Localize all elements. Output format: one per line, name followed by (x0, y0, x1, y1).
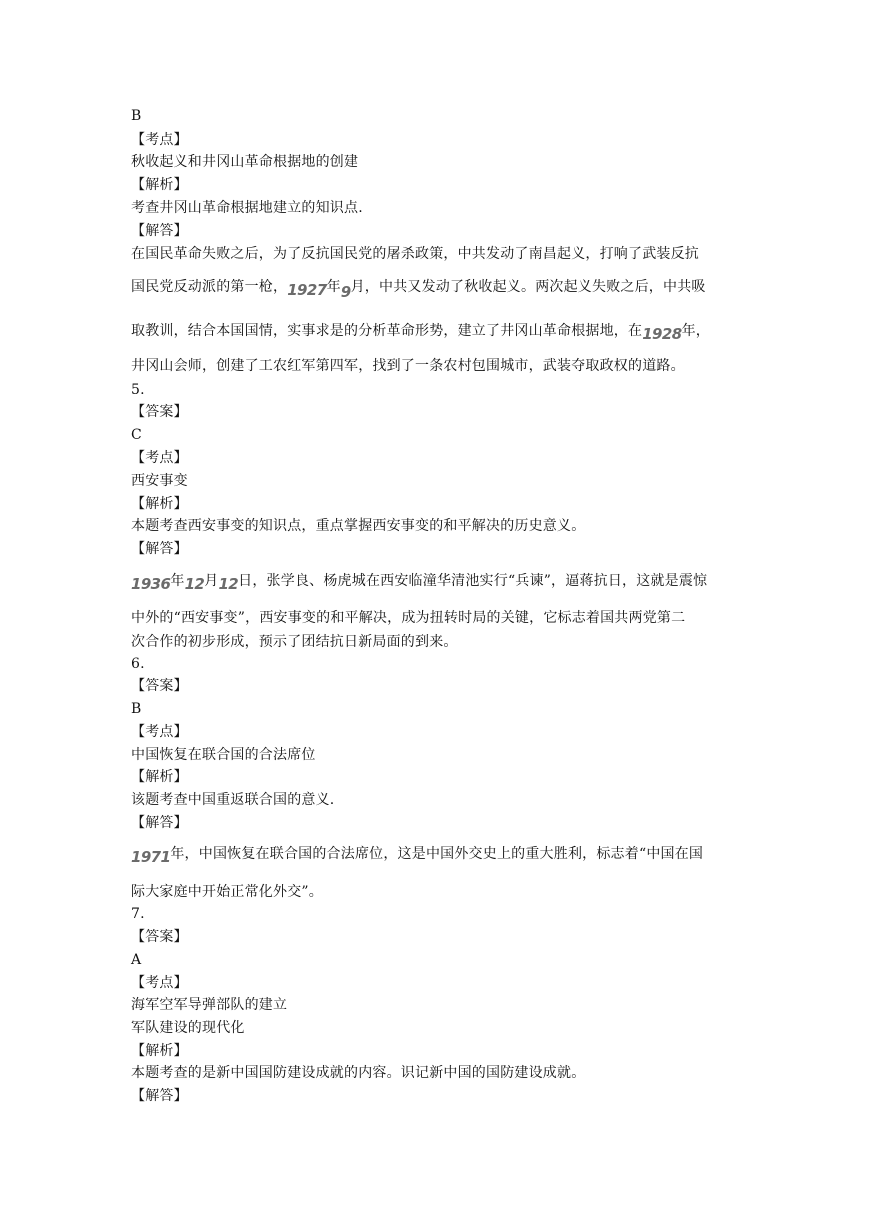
q5-kaodian-label: 【考点】 (131, 450, 188, 466)
q6-jieda-line-2: 际大家庭中开始正常化外交”。 (131, 884, 323, 900)
q4-kaodian-label: 【考点】 (131, 132, 188, 148)
q5-jieda-line-3: 次合作的初步形成，预示了团结抗日新局面的到来。 (131, 634, 458, 650)
q6-answer-label: 【答案】 (131, 678, 188, 694)
q7-kaodian-label: 【考点】 (131, 975, 188, 991)
year-1928: 1928 (642, 325, 682, 343)
q7-jiexi-label: 【解析】 (131, 1043, 188, 1059)
month-9: 9 (340, 283, 351, 301)
q4-jieda-label: 【解答】 (131, 223, 188, 239)
q5-text: 日，张学良、杨虎城在西安临潼华清池实行“兵谏”，逼蒋抗日，这就是震惊 (238, 573, 708, 589)
q4-text: 年 (326, 279, 341, 295)
q4-jiexi-label: 【解析】 (131, 177, 188, 193)
q5-answer: C (131, 427, 142, 443)
year-1927: 1927 (287, 281, 327, 299)
q4-jieda-line-2 (131, 276, 706, 301)
q4-text: 年， (681, 323, 710, 339)
day-12: 12 (218, 575, 239, 593)
q6-text: 年，中国恢复在联合国的合法席位，这是中国外交史上的重大胜利，标志着“中国在国 (170, 846, 704, 862)
q6-jieda-label: 【解答】 (131, 815, 188, 831)
q5-answer-label: 【答案】 (131, 404, 188, 420)
q7-jiexi: 本题考查的是新中国国防建设成就的内容。识记新中国的国防建设成就。 (131, 1065, 586, 1081)
q6-jieda-line-1 (131, 843, 703, 864)
q6-answer: B (131, 701, 142, 717)
q5-jieda-label: 【解答】 (131, 541, 188, 557)
q5-jieda-line-2: 中外的“西安事变”，西安事变的和平解决，成为扭转时局的关键，它标志着国共两党第二 (131, 610, 686, 626)
q7-answer-label: 【答案】 (131, 929, 188, 945)
q4-jieda-line-3 (131, 320, 710, 341)
q4-jieda-line-1: 在国民革命失败之后，为了反抗国民党的屠杀政策，中共发动了南昌起义，打响了武装反抗 (131, 246, 699, 262)
q5-text: 年 (170, 573, 185, 589)
q4-text: 国民党反动派的第一枪， (131, 279, 288, 295)
year-1971: 1971 (131, 848, 171, 866)
q4-kaodian: 秋收起义和井冈山革命根据地的创建 (131, 154, 359, 170)
q5-jieda-line-1 (131, 570, 707, 591)
q7-jieda-label: 【解答】 (131, 1088, 188, 1104)
year-1936: 1936 (131, 575, 171, 593)
q7-kaodian-1: 海军空军导弹部队的建立 (131, 997, 288, 1013)
q5-jiexi-label: 【解析】 (131, 496, 188, 512)
q7-kaodian-2: 军队建设的现代化 (131, 1020, 245, 1036)
q6-jiexi: 该题考查中国重返联合国的意义. (131, 792, 335, 808)
q7-number: 7. (131, 906, 145, 922)
q4-answer: B (131, 108, 142, 124)
q4-jieda-line-4: 井冈山会师，创建了工农红军第四军，找到了一条农村包围城市，武装夺取政权的道路。 (131, 358, 685, 374)
q5-kaodian: 西安事变 (131, 473, 188, 489)
q4-text: 月，中共又发动了秋收起义。两次起义失败之后，中共吸 (350, 279, 706, 295)
q4-text: 取教训，结合本国国情，实事求是的分析革命形势，建立了井冈山革命根据地，在 (131, 323, 643, 339)
q6-kaodian-label: 【考点】 (131, 724, 188, 740)
q6-kaodian: 中国恢复在联合国的合法席位 (131, 747, 316, 763)
q4-jiexi: 考查井冈山革命根据地建立的知识点. (131, 200, 363, 216)
q7-answer: A (131, 952, 142, 968)
q6-number: 6. (131, 656, 145, 672)
q5-number: 5. (131, 382, 145, 398)
month-12: 12 (184, 575, 205, 593)
q5-text: 月 (204, 573, 219, 589)
q5-jiexi: 本题考查西安事变的知识点，重点掌握西安事变的和平解决的历史意义。 (131, 518, 586, 534)
q6-jiexi-label: 【解析】 (131, 769, 188, 785)
